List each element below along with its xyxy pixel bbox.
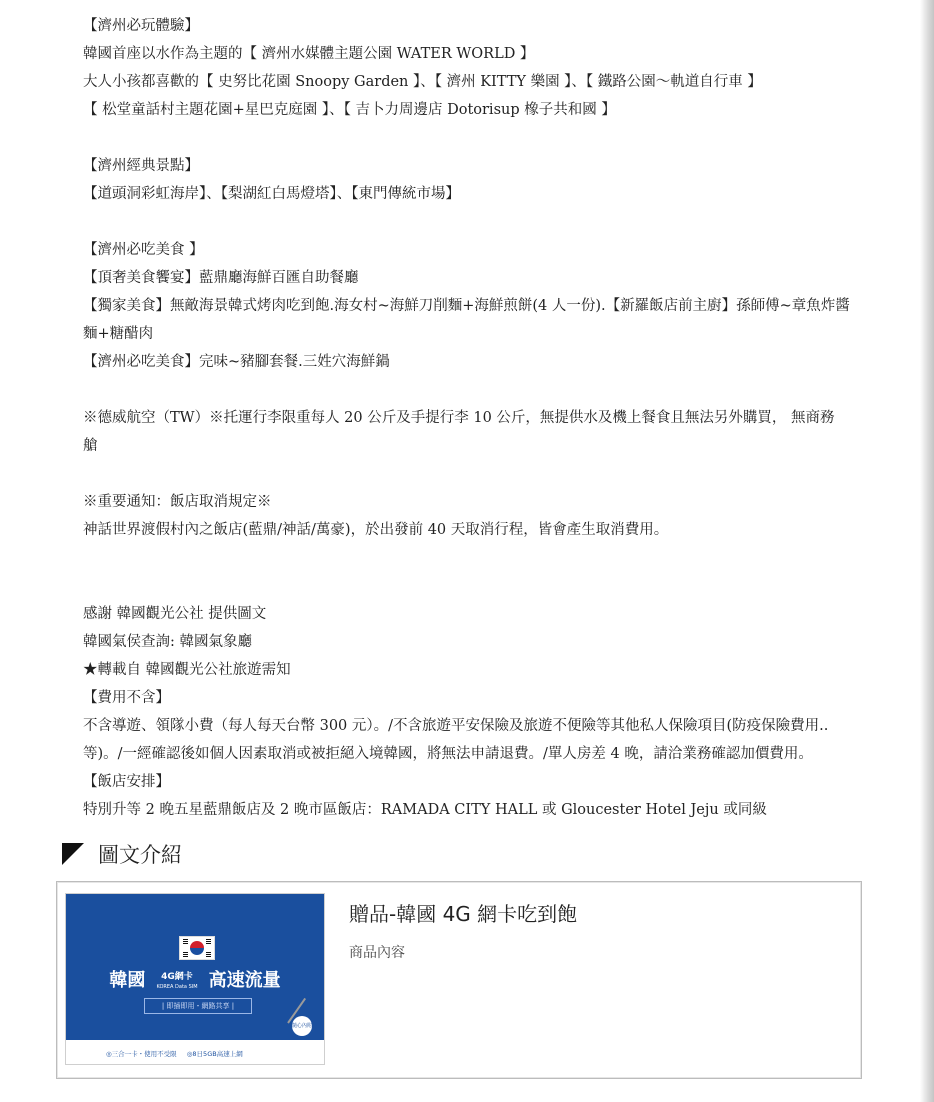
text-credits: 感謝 韓國觀光公社 提供圖文 (83, 606, 267, 622)
section-title-text: 圖文介紹 (98, 843, 182, 867)
product-image[interactable] (65, 893, 325, 1065)
sim-card-tagline: | 即插即用・網路共享 | (144, 998, 252, 1014)
section-title (62, 838, 182, 870)
triangle-marker-icon (62, 843, 84, 865)
text-exclusive-food: 【獨家美食】無敵海景韓式烤肉吃到飽.海女村~海鮮刀削麵+海鮮煎餅(4 人一份).【新羅飯店前主廚】孫師傅~章魚炸醬 (83, 298, 850, 314)
text-hotel-arrangement: 特別升等 2 晚五星藍鼎飯店及 2 晚市區飯店：RAMADA CITY HALL 或 Gloucester Hotel Jeju 或同級 (83, 802, 767, 818)
sim-card-badge: 隨心內附 (292, 1016, 312, 1036)
product-title[interactable]: 贈品-韓國 4G 網卡吃到飽 (349, 902, 578, 926)
text-excluded-costs: 不含導遊、領隊小費（每人每天台幣 300 元）。/不含旅遊平安保險及旅遊不便險等其他私人保險項目(防疫保險費用.. (83, 718, 829, 734)
korea-flag-icon (179, 936, 215, 960)
text-buffet: 【頂奢美食饗宴】藍鼎廳海鮮百匯自助餐廳 (83, 270, 359, 286)
sim-card-artwork (66, 894, 324, 1040)
text-water-world: 韓國首座以水作為主題的【 濟州水媒體主題公園 WATER WORLD 】 (83, 46, 535, 62)
heading-must-eat: 【濟州必吃美食 】 (83, 242, 204, 258)
text-source: ★轉載自 韓國觀光公社旅遊需知 (83, 662, 291, 678)
text-exclusive-food-cont: 麵+糖醋肉 (83, 326, 154, 342)
product-card[interactable] (56, 881, 862, 1079)
text-must-eat-food: 【濟州必吃美食】完味~豬腳套餐.三姓穴海鮮鍋 (83, 354, 390, 370)
text-garden-shops: 【 松堂童話村主題花園+星巴克庭園 】、【 吉卜力周邊店 Dotorisup 橡子共和國 】 (83, 102, 616, 118)
text-excluded-costs-cont: 等)。/一經確認後如個人因素取消或被拒絕入境韓國，將無法申請退費。/單人房差 4 晚，請洽業務確認加價費用。 (83, 746, 813, 762)
page-edge-shadow (920, 0, 934, 1102)
text-airline-baggage: ※德威航空（TW）※托運行李限重每人 20 公斤及手提行李 10 公斤，無提供水及機上餐食且無法另外購買， 無商務 (83, 410, 835, 426)
sim-card-heading: 韓國 4G網卡 KOREA Data SIM 高速流量 (109, 970, 281, 991)
text-cancellation-policy: 神話世界渡假村內之飯店(藍鼎/神話/萬豪)，於出發前 40 天取消行程，皆會產生取消費用。 (83, 522, 669, 538)
heading-classic-spots: 【濟州經典景點】 (83, 158, 199, 174)
text-airline-baggage-cont: 艙 (83, 438, 98, 454)
heading-cancellation-notice: ※重要通知：飯店取消規定※ (83, 494, 272, 510)
text-family-parks: 大人小孩都喜歡的【 史努比花園 Snoopy Garden 】、【 濟州 KITTY 樂園 】、【 鐵路公園～軌道自行車 】 (83, 74, 762, 90)
sim-card-footer: ◎三合一卡・使用不受限 ◎8日5GB高速上網 (106, 1050, 243, 1058)
heading-hotel-arrangement: 【飯店安排】 (83, 774, 170, 790)
text-weather-link[interactable]: 韓國氣侯查詢: 韓國氣象廳 (83, 634, 252, 650)
product-description: 商品內容 (349, 945, 405, 961)
heading-excluded-costs: 【費用不含】 (83, 690, 170, 706)
text-classic-spots: 【道頭洞彩虹海岸】、【梨湖紅白馬燈塔】、【東門傳統市場】 (83, 186, 460, 202)
heading-must-play: 【濟州必玩體驗】 (83, 18, 199, 34)
